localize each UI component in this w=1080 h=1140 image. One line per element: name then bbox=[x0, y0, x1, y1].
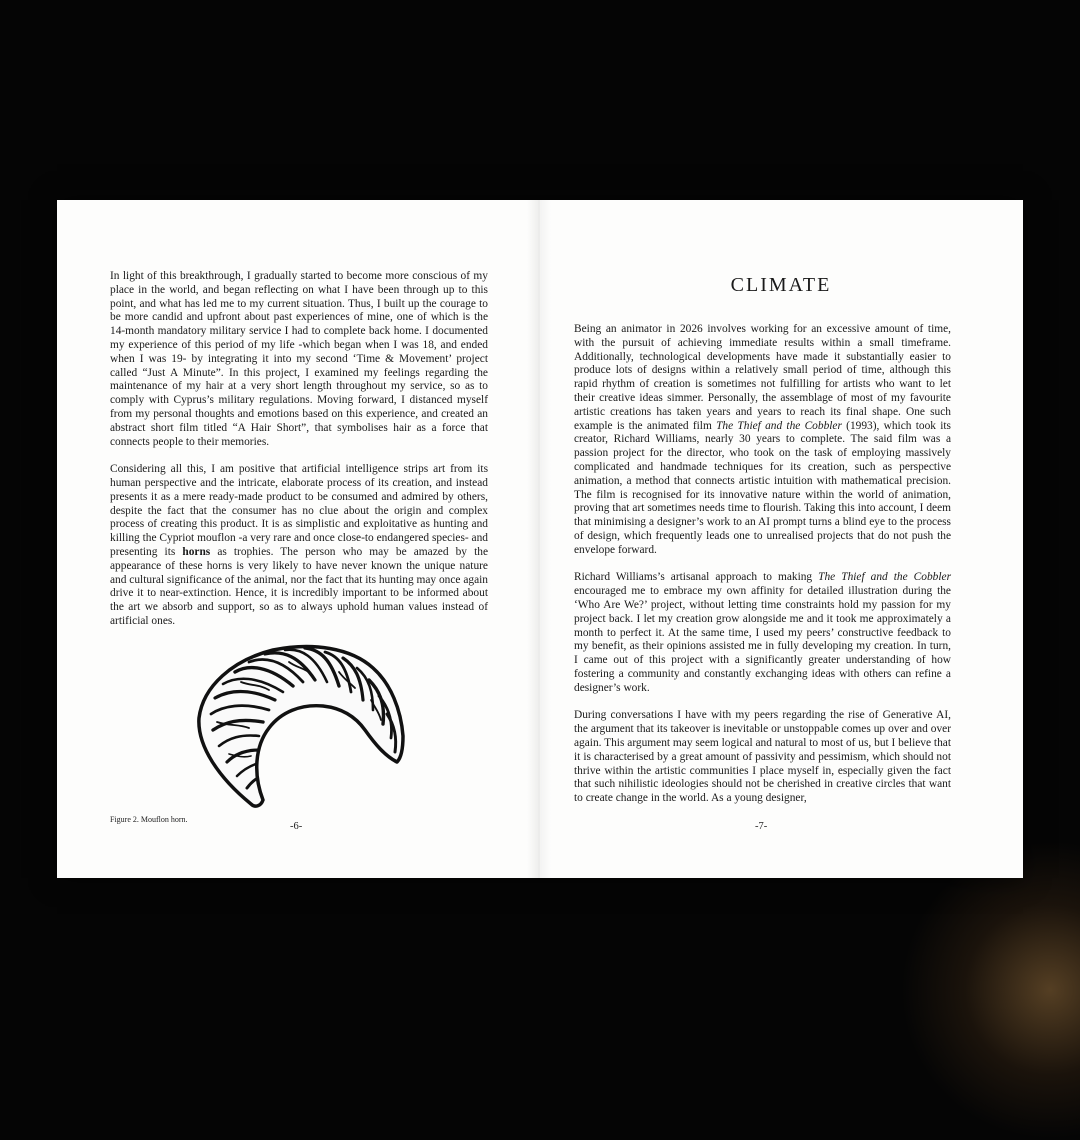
left-paragraph-1: In light of this breakthrough, I gradually started to become more conscious of my place in the world, and began reflecting on what I have been through up to this point, and what has led me to my current situation. Thus, I built up the courage to be more candid and upfront about past experiences of mine, one of which is the 14-month mandatory military service I had to complete back home. I documented my experience of this period of my life -which began when I was 18, and ended when I was 19- by integrating it into my second ‘Time & Movement’ project called “Just A Minute”. In this project, I examined my feelings regarding the maintenance of my hair at a very short length throughout my service, so as to comply with Cyprus’s military regulations. Moving forward, I distanced myself from my personal thoughts and emotions based on this experience, and created an abstract short film titled “A Hair Short”, that symbolises hair as a force that connects people to their memories. bbox=[110, 270, 488, 448]
page-title: CLIMATE bbox=[730, 274, 832, 296]
left-page bbox=[57, 200, 539, 878]
right-page bbox=[539, 200, 1023, 878]
left-paragraph-2 bbox=[110, 463, 488, 629]
left-paragraph-2-end: as trophies. The person who may be amazed by the appearance of these horns is very likely to have never known the unique nature and cultural significance of the animal, nor the fact that its hunting may once again drive it to near-extinction. Hence, it is incredibly important to be informed about the art we absorb and support, so as to always uphold human values instead of artificial ones. bbox=[110, 545, 488, 627]
right-page-body bbox=[574, 323, 951, 820]
page-number-left: -6- bbox=[290, 821, 303, 832]
right-paragraph-3: During conversations I have with my peers regarding the rise of Generative AI, the argument that its takeover is inevitable or unstoppable comes up over and over again. This argument may seem logical and natural to most of us, but I believe that it is characterised by a great amount of passivity and pessimism, which should not thrive within the artistic communities I place myself in, especially given the fact that such nihilistic ideologies should not be cherished in creative circles that want to create change in the world. As a young designer, bbox=[574, 709, 951, 805]
mouflon-horn-illustration bbox=[189, 638, 407, 810]
right-paragraph-2-start: Richard Williams’s artisanal approach to making bbox=[574, 571, 819, 584]
page-number-right: -7- bbox=[755, 821, 768, 832]
book-spread bbox=[57, 200, 1023, 878]
figure-caption: Figure 2. Mouflon horn. bbox=[110, 815, 188, 824]
horns-bold-word: horns bbox=[182, 545, 211, 558]
right-paragraph-2 bbox=[574, 571, 951, 695]
left-paragraph-2-start: Considering all this, I am positive that artificial intelligence strips art from its human perspective and the intricate, elaborate process of its creation, and instead presents it as a mere ready-made product to be consumed and admired by others, despite the fact that the consumer has no clue about the origin and complex process of creating this product. It is as simplistic and exploitative as hunting and killing the Cypriot mouflon -a very rare and once close-to endangered species- and presenting its bbox=[110, 463, 488, 558]
right-paragraph-1-start: Being an animator in 2026 involves working for an excessive amount of time, with the pursuit of achieving immediate results within a small timeframe. Additionally, technological developments have made it substantially easier to produce lots of designs within a relatively small period of time, although this rapid rhythm of creation is sometimes not fulfilling for artists who want to let their creative ideas simmer. Personally, the assemblage of most of my favourite artistic creations has taken years and years to reach its final shape. One such example is the animated film bbox=[574, 323, 951, 432]
film-title-italic-2: The Thief and the Cobbler bbox=[818, 571, 952, 584]
left-page-body bbox=[110, 270, 488, 643]
right-paragraph-2-end: encouraged me to embrace my own affinity for detailed illustration during the ‘Who Are We?’ project, without letting time constraints hold my passion for my project back. I let my creation grow alongside me and it took me approximately a month to perfect it. At the same time, I used my peers’ constructive feedback to my benefit, as their opinions assisted me in fully developing my creation. In turn, I came out of this project with a significantly greater understanding of how fostering a community and constantly exchanging ideas with others can refine a designer’s work. bbox=[574, 585, 951, 694]
background-light-glow bbox=[900, 840, 1080, 1140]
right-paragraph-1 bbox=[574, 323, 951, 558]
film-title-italic: The Thief and the Cobbler bbox=[716, 419, 842, 432]
right-paragraph-1-end: (1993), which took its creator, Richard Williams, nearly 30 years to complete. The said film was a passion project for the director, who took on the task of employing massively complicated and handmade techniques for its creation, such as perspective animation, a method that connects artistic intuition with mathematical precision. The film is recognised for its innovative nature within the world of animation, proving that art sometimes needs time to flourish. Taking this into account, I deem that minimising a designer’s work to an AI prompt turns a blind eye to the process of design, which frequently leads one to unrealised projects that do not push the envelope forward. bbox=[574, 419, 951, 556]
